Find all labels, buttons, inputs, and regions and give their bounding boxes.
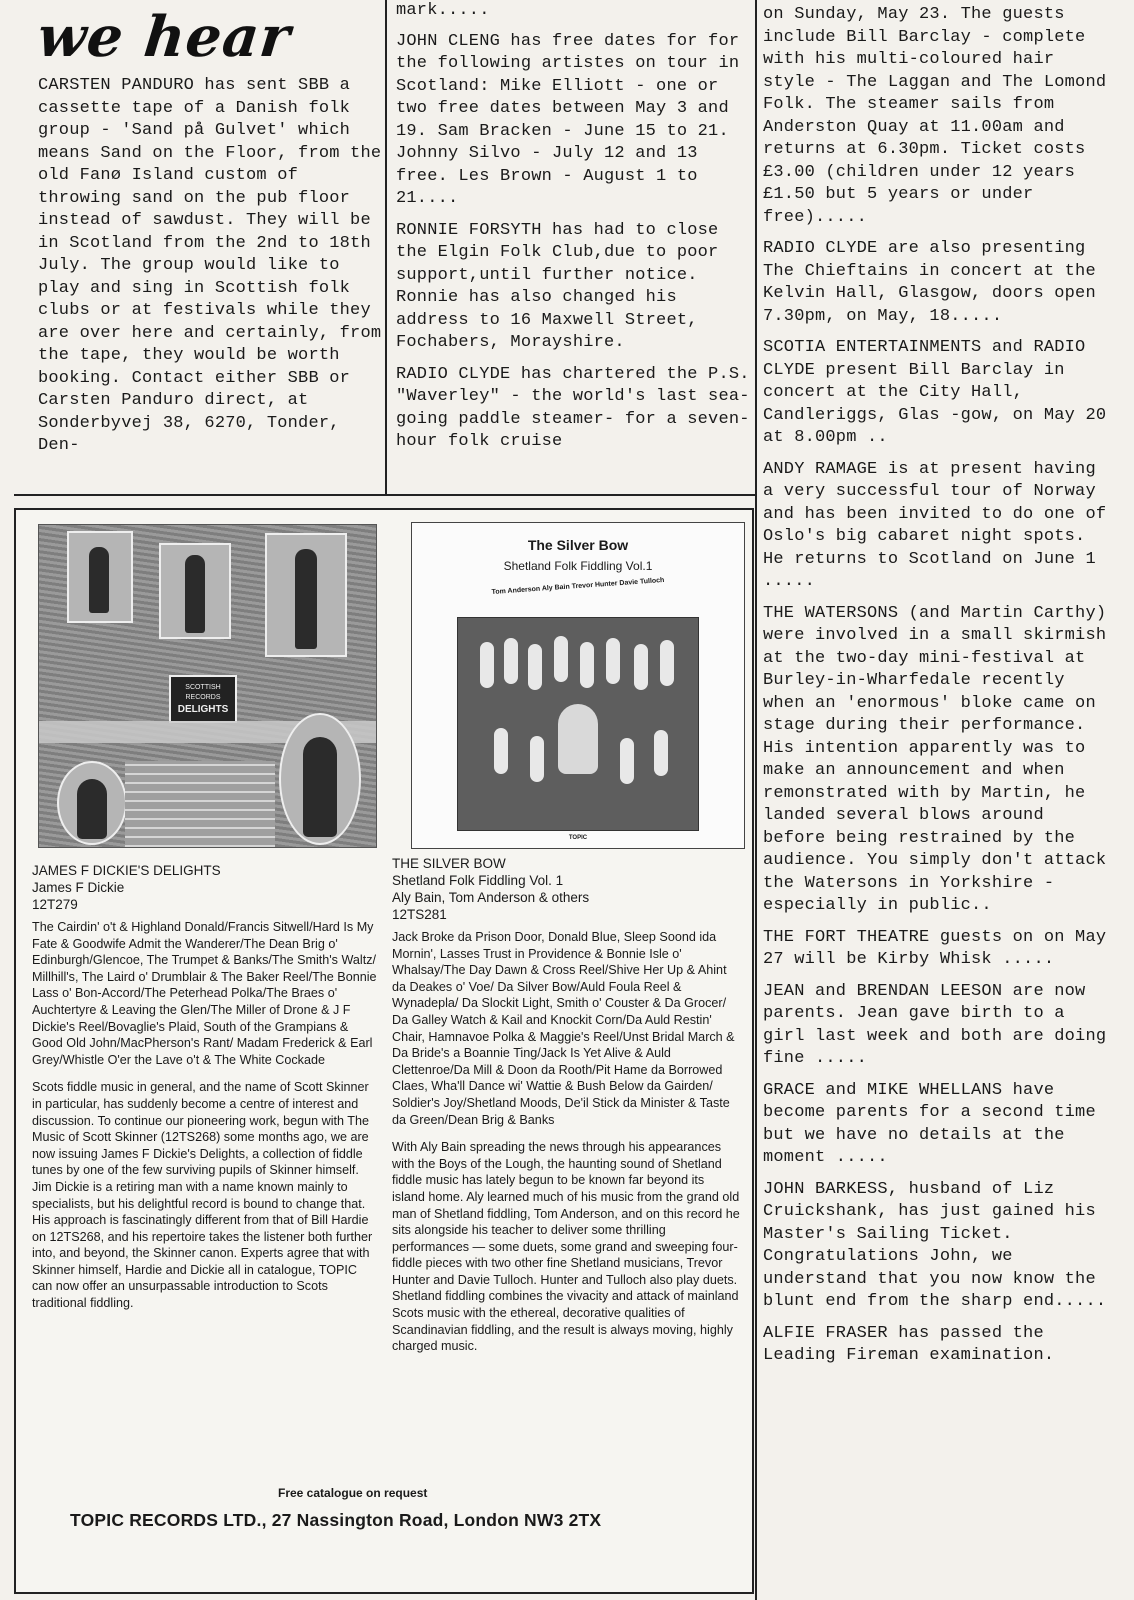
cover-names: Tom Anderson Aly Bain Trevor Hunter Davie Tulloch: [491, 576, 665, 597]
album-catalogue-number: 12T279: [32, 897, 78, 912]
news-item: ALFIE FRASER has passed the Leading Fireman examination.: [763, 1323, 1055, 1365]
album-blurb: Scots fiddle music in general, and the name of Scott Skinner in particular, has suddenly become a centre of interest and discussion. To continue our pioneering work, begun with The Music of Scott Skinner (12TS268) some months ago, we are now issuing James F Dickie's Delights, a collection of fiddle tunes by one of the few surviving pupils of Skinner himself. Jim Dickie is a retiring man with a name known mainly to specialists, but his delightful record is bound to change that. His approach is fascinatingly different from that of Bill Hardie on 12TS268, and his repertoire takes the listener both further into, and beyond, the Skinner canon. Experts agree that with Skinner himself, Hardie and Dickie all in catalogue, TOPIC can now offer an unsurpassable introduction to Scots traditional fiddling.: [32, 1080, 373, 1311]
violins-photo: [457, 617, 699, 831]
news-item: JOHN BARKESS, husband of Liz Cruickshank, has just gained his Master's Sailing Ticket. Congratulations John, we understand that you now know the blunt end from the sharp end.....: [763, 1179, 1107, 1311]
topic-records-advertisement: [14, 508, 754, 1594]
album-title: JAMES F DICKIE'S DELIGHTS: [32, 863, 221, 878]
column-rule-bottom: [14, 494, 756, 496]
album-subtitle: Shetland Folk Fiddling Vol. 1: [392, 873, 564, 888]
news-item: RADIO CLYDE has chartered the P.S. "Waverley" - the world's last sea-going paddle steamer- for a seven-hour folk cruise: [396, 364, 750, 451]
company-address: TOPIC RECORDS LTD., 27 Nassington Road, London NW3 2TX: [70, 1510, 602, 1530]
continued-text: mark.....: [396, 1, 490, 20]
violin-shape: [554, 636, 568, 682]
news-item: RADIO CLYDE are also presenting The Chieftains in concert at the Kelvin Hall, Glasgow, doors open 7.30pm, on May, 18.....: [763, 239, 1096, 326]
silver-bow-description: [392, 855, 740, 1366]
album-artists: Aly Bain, Tom Anderson & others: [392, 890, 590, 905]
violin-shape: [660, 640, 674, 686]
violin-shape: [654, 730, 668, 776]
violin-shape: [494, 728, 508, 774]
bearded-man-figure: [558, 704, 598, 774]
sheet-music-strip: [125, 761, 275, 847]
portrait-man-standing: [265, 533, 347, 657]
news-item: SCOTIA ENTERTAINMENTS and RADIO CLYDE present Bill Barclay in concert at the City Hall, Candleriggs, Glas -gow, on May 20 at 8.00pm ..: [763, 338, 1107, 447]
violin-shape: [504, 638, 518, 684]
news-item: RONNIE FORSYTH has had to close the Elgin Folk Club,due to poor support,until further notice. Ronnie has also changed his address to 16 Maxwell Street, Fochabers, Morayshire.: [396, 220, 719, 352]
column-rule-left: [385, 0, 387, 494]
news-item: JOHN CLENG has free dates for for the following artistes on tour in Scotland: Mike Elliott - one or two free dates between May 3 and 19. Sam Bracken - June 15 to 21. Johnny Silvo - July 12 and 13 free. Les Brown - August 1 to 21....: [396, 31, 740, 208]
badge-title: DELIGHTS: [177, 704, 229, 715]
catalogue-note: Free catalogue on request: [278, 1486, 428, 1500]
news-item: CARSTEN PANDURO has sent SBB a cassette tape of a Danish folk group - 'Sand på Gulvet' which means Sand on the Floor, from the old Fanø Island custom of throwing sand on the pub floor instead of sawdust. They will be in Scotland from the 2nd to 18th July. The group would like to play and sing in Scottish folk clubs or at festivals while they are over here and certainly, from the tape, they would be worth booking. Contact either SBB or Carsten Panduro direct, at Sonderbyvej 38, 6270, Tonder, Den-: [38, 76, 382, 455]
album-artist: James F Dickie: [32, 880, 125, 895]
silver-bow-cover-image: [411, 522, 745, 849]
album-blurb: With Aly Bain spreading the news through his appearances with the Boys of the Lough, the haunting sound of Shetland fiddle music has lately begun to be known far beyond its island home. Aly learned much of his music from the grand old man of Shetland fiddling, Tom Anderson, and on this record he sits alongside his teacher to deliver some thrilling performances — some duets, some grand and sweeping four-fiddle pieces with two other fine Shetland musicians, Trevor Hunter and Davie Tulloch. Hunter and Tulloch also play duets. Shetland fiddling combines the vivacity and attack of mainland Scots music with the ethereal, decorative qualities of Scandinavian fiddling, and the result is always moving, highly charged music.: [392, 1140, 740, 1354]
portrait-fiddler-seated: [67, 531, 133, 623]
album-track-list: Jack Broke da Prison Door, Donald Blue, Sleep Soond ida Mornin', Lasses Trust in Providence & Bonnie Isle o' Whalsay/The Day Dawn & Cross Reel/Shive Her Up & Ahint da Deakes o' Voe/ Da Silver Bow/Auld Foula Reel & Wynadepla/ Da Slockit Light, Smith o' Couster & Da Grocer/ Da Galley Watch & Kail and Knockit Corn/Da Auld Restin' Chair, Hamnavoe Polka & Maggie's Reel/Unst Bridal March & Da Bride's a Boannie Ting/Jack Is Yet Alive & Auld Clettenroe/Da Mill & Doon da Rooth/Pit Hame da Borrowed Claes, Wha'll Dance wi' Wattie & Bush Below da Gairden/ Soldier's Joy/Shetland Moods, De'il Stick da Minister & Taste da Green/Dean Brig & Banks: [392, 930, 735, 1127]
cover-subtitle: Shetland Folk Fiddling Vol.1: [503, 559, 653, 573]
news-item: THE FORT THEATRE guests on on May 27 will be Kirby Whisk .....: [763, 927, 1107, 969]
news-item: ANDY RAMAGE is at present having a very successful tour of Norway and has been invited to do one of Oslo's big cabaret night spots. He returns to Scotland on June 1 .....: [763, 459, 1107, 591]
violin-shape: [634, 644, 648, 690]
news-column-2: [396, 0, 752, 463]
badge-small-text: SCOTTISH RECORDS: [185, 684, 221, 701]
album-catalogue-number: 12TS281: [392, 907, 447, 922]
violin-shape: [480, 642, 494, 688]
portrait-woman-oval: [57, 761, 127, 845]
violin-shape: [580, 642, 594, 688]
violin-shape: [528, 644, 542, 690]
column-rule-right: [755, 0, 757, 1600]
news-item: on Sunday, May 23. The guests include Bill Barclay - complete with his multi-coloured hair style - The Laggan and The Lomond Folk. The steamer sails from Anderston Quay at 11.00am and returns at 6.30pm. Ticket costs £3.00 (children under 12 years £1.50 but 5 years or under free).....: [763, 5, 1107, 227]
violin-shape: [606, 638, 620, 684]
album-title: THE SILVER BOW: [392, 856, 506, 871]
portrait-man-oval: [279, 713, 361, 845]
news-column-3: [763, 4, 1113, 1377]
violin-shape: [620, 738, 634, 784]
record-label-badge: [169, 675, 237, 723]
news-item: GRACE and MIKE WHELLANS have become parents for a second time but we have no details at the moment .....: [763, 1080, 1096, 1167]
masthead-we-hear: we hear: [34, 4, 294, 70]
album-track-list: The Cairdin' o't & Highland Donald/Francis Sitwell/Hard Is My Fate & Goodwife Admit the Wanderer/The Dean Brig o' Edinburgh/Glencoe, The Trumpet & Banks/The Smith's Waltz/ Millhill's, The Laird o' Drumblair & The Baker Reel/The Bonnie Lass o' Bon-Accord/The Peterhead Polka/The Braes o' Auchtertyre & Leaving the Glen/The Miller of Drone & J F Dickie's Reel/Bovaglie's Plaid, South of the Grampians & Good Old John/MacPherson's Rant/ Madam Frederick & Earl Grey/Whistle O'er the Lave o't & The White Cockade: [32, 920, 377, 1067]
cover-title: The Silver Bow: [527, 537, 629, 553]
news-column-1: [38, 75, 383, 467]
dickies-delights-description: [32, 862, 380, 1323]
portrait-fiddler-standing: [159, 543, 231, 639]
violin-shape: [530, 736, 544, 782]
cover-logo: TOPIC: [568, 835, 588, 841]
dickies-delights-cover-image: [38, 524, 377, 848]
news-item: JEAN and BRENDAN LEESON are now parents. Jean gave birth to a girl last week and both are doing fine .....: [763, 981, 1107, 1068]
news-item: THE WATERSONS (and Martin Carthy) were involved in a small skirmish at the two-day mini-festival at Burley-in-Wharfedale recently when an 'enormous' bloke came on stage during their performance. His intention apparently was to make an announcement and when remonstrated with by Martin, he landed several blows around before being restrained by the audience. You simply don't attack the Watersons in Yorkshire - especially in public..: [763, 603, 1107, 915]
